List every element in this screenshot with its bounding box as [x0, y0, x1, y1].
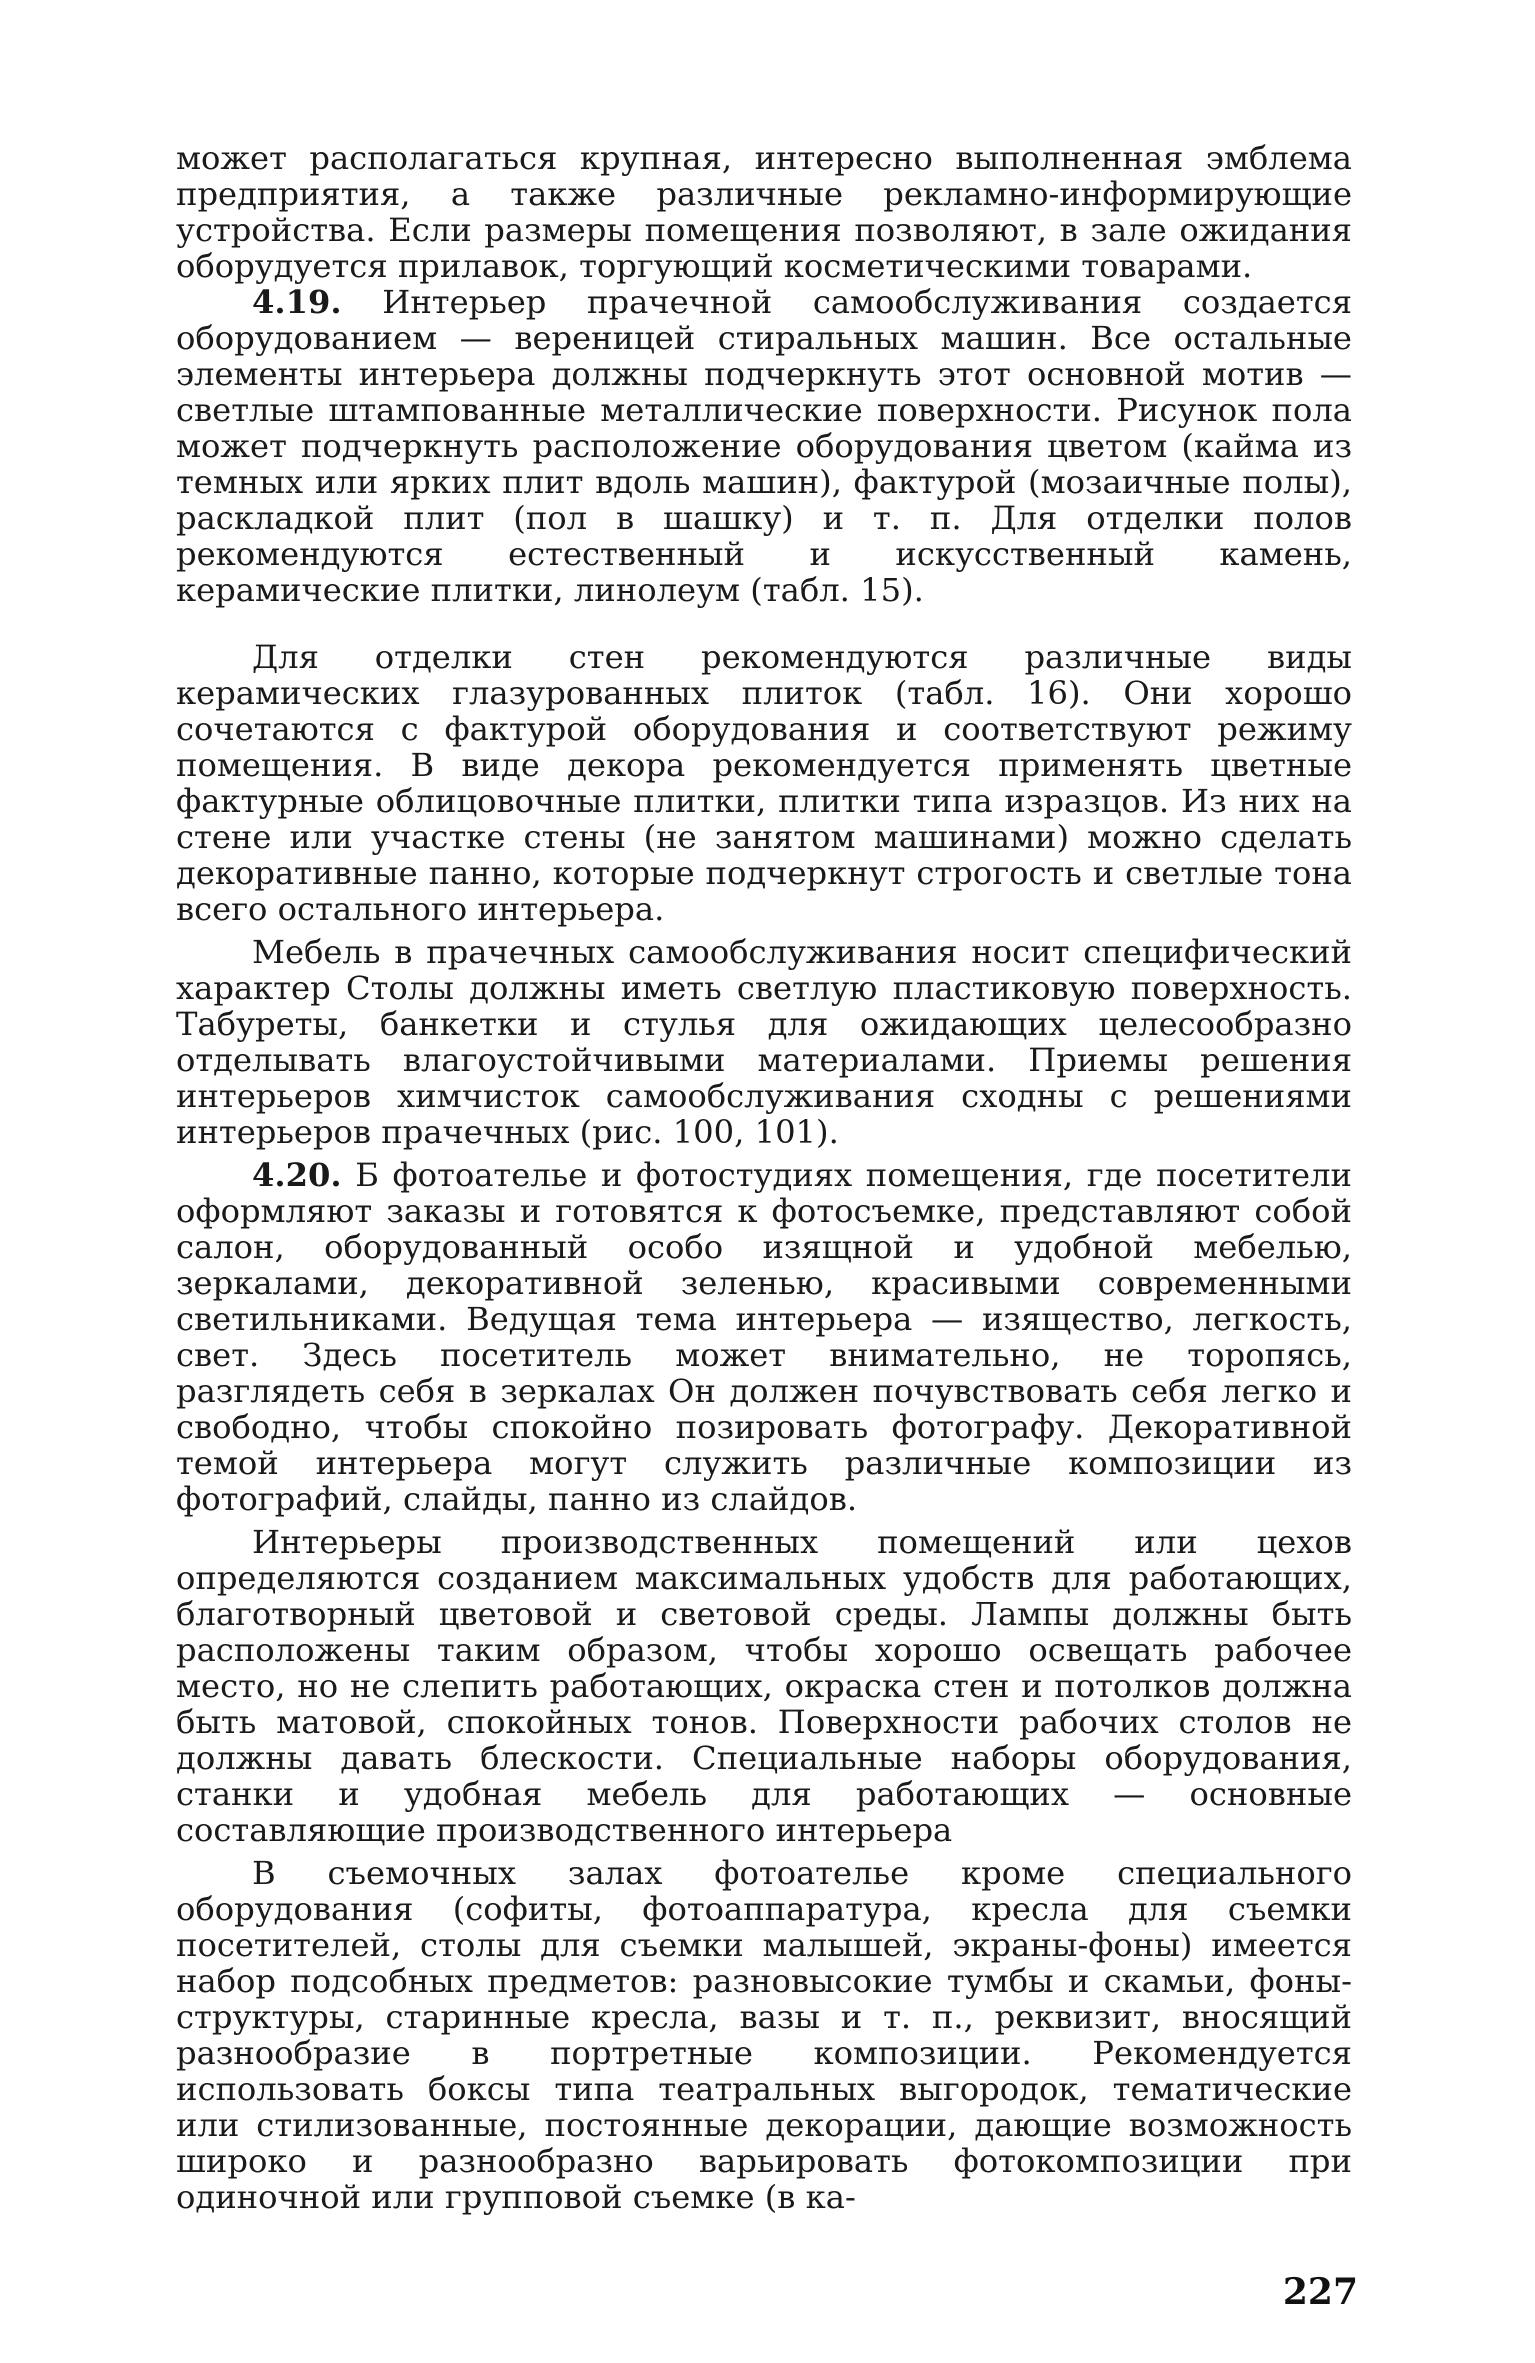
paragraph-text: может располагаться крупная, интересно выполненная эмблема предприятия, а также различные рекламно-информирующие устройства. Если размеры помещения позволяют, в зале ожидания оборудуется прилавок, торгующий косметическими товарами. — [176, 139, 1352, 285]
paragraph-text: В съемочных залах фотоателье кроме специального оборудования (софиты, фотоаппаратура, кресла для съемки посетителей, столы для съемки малышей, экраны-фоны) имеется набор подсобных предметов: разновысокие тумбы и скамьи, фоны-структуры, старинные кресла, вазы и т. п., реквизит, вносящий разнообразие в портретные композиции. Рекомендуется использовать боксы типа театральных выгородок, тематические или стилизованные, постоянные декорации, дающие возможность широко и разнообразно варьировать фотокомпозиции при одиночной или групповой съемке (в ка- — [176, 1854, 1352, 2216]
paragraph-text: Интерьер прачечной самообслуживания создается оборудованием — вереницей стиральных машин. Все остальные элементы интерьера должны подчеркнуть этот основной мотив — светлые штампованные металлические поверхности. Рисунок пола может подчеркнуть расположение оборудования цветом (кайма из темных или ярких плит вдоль машин), фактурой (мозаичные полы), раскладкой плит (пол в шашку) и т. п. Для отделки полов рекомендуются естественный и искусственный камень, керамические плитки, линолеум (табл. 15). — [176, 283, 1352, 609]
paragraph-production-interiors — [176, 1524, 1352, 1848]
paragraph-studio-halls — [176, 1855, 1352, 2215]
text-column — [176, 140, 1352, 2215]
paragraph-section-4-19 — [176, 284, 1352, 608]
paragraph-text: Интерьеры производственных помещений или цехов определяются созданием максимальных удобств для работающих, благотворный цветовой и световой среды. Лампы должны быть расположены таким образом, чтобы хорошо освещать рабочее место, но не слепить работающих, окраска стен и потолков должна быть матовой, спокойных тонов. Поверхности рабочих столов не должны давать блескости. Специальные наборы оборудования, станки и удобная мебель для работающих — основные составляющие производственного интерьера — [176, 1523, 1352, 1849]
paragraph-furniture — [176, 934, 1352, 1150]
paragraph-text: Б фотоателье и фотостудиях помещения, где посетители оформляют заказы и готовятся к фотосъемке, представляют собой салон, оборудованный особо изящной и удобной мебелью, зеркалами, декоративной зеленью, красивыми современными светильниками. Ведущая тема интерьера — изящество, легкость, свет. Здесь посетитель может внимательно, не торопясь, разглядеть себя в зеркалах Он должен почувствовать себя легко и свободно, чтобы спокойно позировать фотографу. Декоративной темой интерьера могут служить различные композиции из фотографий, слайды, панно из слайдов. — [176, 1156, 1352, 1518]
section-number: 4.20. — [252, 1156, 342, 1194]
paragraph-wall-finishing — [176, 639, 1352, 927]
paragraph-section-4-20 — [176, 1157, 1352, 1517]
page-number: 227 — [1282, 2271, 1358, 2313]
paragraph-intro-continuation — [176, 140, 1352, 284]
section-number: 4.19. — [252, 283, 342, 321]
paragraph-text: Мебель в прачечных самообслуживания носит специфический характер Столы должны иметь светлую пластиковую поверхность. Табуреты, банкетки и стулья для ожидающих целесообразно отделывать влагоустойчивыми материалами. Приемы решения интерьеров химчисток самообслуживания сходны с решениями интерьеров прачечных (рис. 100, 101). — [176, 933, 1352, 1151]
paragraph-text: Для отделки стен рекомендуются различные виды керамических глазурованных плиток (табл. 16). Они хорошо сочетаются с фактурой оборудования и соответствуют режиму помещения. В виде декора рекомендуется применять цветные фактурные облицовочные плитки, плитки типа изразцов. Из них на стене или участке стены (не занятом машинами) можно сделать декоративные панно, которые подчеркнут строгость и светлые тона всего остального интерьера. — [176, 638, 1352, 928]
